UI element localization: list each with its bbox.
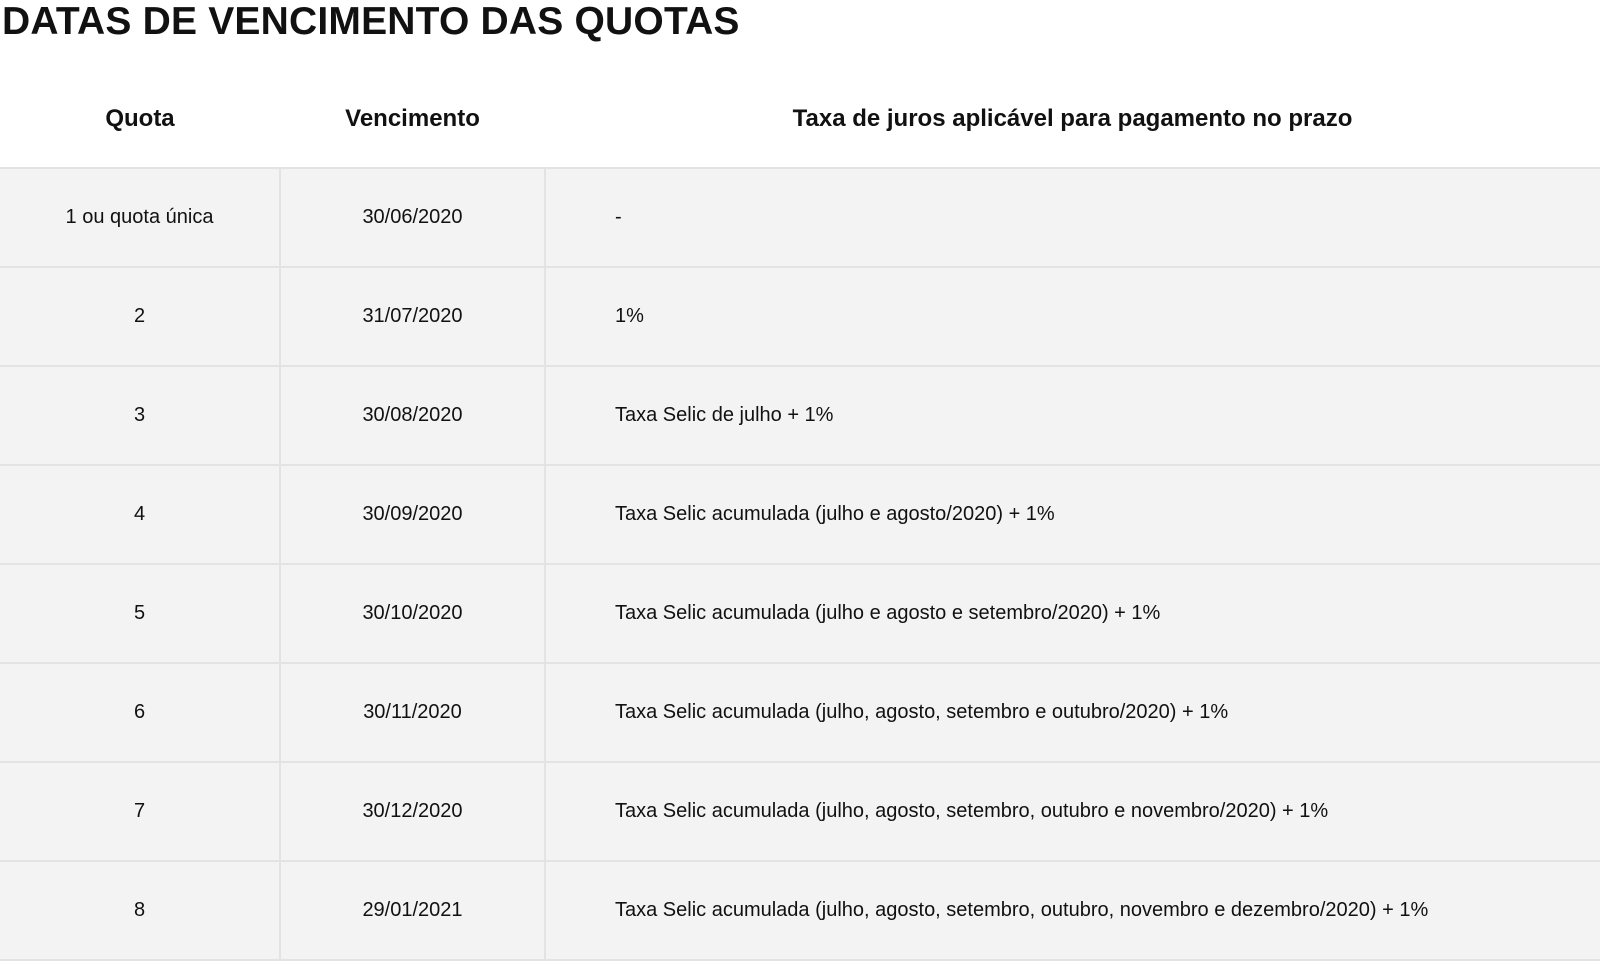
interest-rate-cell: - bbox=[545, 168, 1600, 267]
page-title: DATAS DE VENCIMENTO DAS QUOTAS bbox=[2, 0, 740, 43]
quota-cell: 1 ou quota única bbox=[0, 168, 280, 267]
table-row bbox=[0, 366, 1600, 465]
table-row bbox=[0, 861, 1600, 960]
due-date-cell: 31/07/2020 bbox=[280, 267, 545, 366]
table-header bbox=[0, 70, 1600, 168]
table-body bbox=[0, 168, 1600, 960]
table-row bbox=[0, 267, 1600, 366]
due-date-cell: 30/11/2020 bbox=[280, 663, 545, 762]
interest-rate-cell: Taxa Selic de julho + 1% bbox=[545, 366, 1600, 465]
header-taxa: Taxa de juros aplicável para pagamento no prazo bbox=[545, 70, 1600, 168]
due-date-cell: 30/09/2020 bbox=[280, 465, 545, 564]
quota-cell: 3 bbox=[0, 366, 280, 465]
quota-cell: 2 bbox=[0, 267, 280, 366]
interest-rate-cell: Taxa Selic acumulada (julho, agosto, setembro, outubro, novembro e dezembro/2020) + 1% bbox=[545, 861, 1600, 960]
quota-due-dates-table bbox=[0, 70, 1600, 961]
quota-cell: 5 bbox=[0, 564, 280, 663]
table-row bbox=[0, 663, 1600, 762]
quota-cell: 4 bbox=[0, 465, 280, 564]
header-vencimento: Vencimento bbox=[280, 70, 545, 168]
interest-rate-cell: 1% bbox=[545, 267, 1600, 366]
interest-rate-cell: Taxa Selic acumulada (julho e agosto e setembro/2020) + 1% bbox=[545, 564, 1600, 663]
table-row bbox=[0, 168, 1600, 267]
due-date-cell: 30/10/2020 bbox=[280, 564, 545, 663]
table-row bbox=[0, 564, 1600, 663]
due-date-cell: 29/01/2021 bbox=[280, 861, 545, 960]
header-row bbox=[0, 70, 1600, 168]
interest-rate-cell: Taxa Selic acumulada (julho, agosto, setembro, outubro e novembro/2020) + 1% bbox=[545, 762, 1600, 861]
quota-cell: 8 bbox=[0, 861, 280, 960]
interest-rate-cell: Taxa Selic acumulada (julho, agosto, setembro e outubro/2020) + 1% bbox=[545, 663, 1600, 762]
due-date-cell: 30/08/2020 bbox=[280, 366, 545, 465]
table-row bbox=[0, 762, 1600, 861]
table-row bbox=[0, 465, 1600, 564]
quota-cell: 7 bbox=[0, 762, 280, 861]
interest-rate-cell: Taxa Selic acumulada (julho e agosto/2020) + 1% bbox=[545, 465, 1600, 564]
due-date-cell: 30/12/2020 bbox=[280, 762, 545, 861]
due-date-cell: 30/06/2020 bbox=[280, 168, 545, 267]
header-quota: Quota bbox=[0, 70, 280, 168]
quota-cell: 6 bbox=[0, 663, 280, 762]
